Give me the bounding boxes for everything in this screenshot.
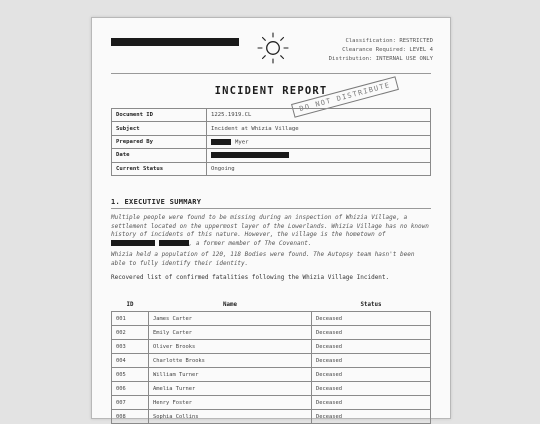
cell-name: James Carter — [149, 312, 312, 326]
table-row — [112, 410, 431, 424]
info-label: Prepared By — [112, 135, 207, 148]
info-row-document-id — [112, 109, 431, 122]
cell-name: Charlotte Brooks — [149, 354, 312, 368]
info-row-date — [112, 149, 431, 162]
do-not-distribute-stamp: DO NOT DISTRIBUTE — [291, 76, 399, 117]
report-page — [91, 17, 451, 419]
cell-status: Deceased — [312, 312, 431, 326]
column-header-status: Status — [360, 302, 382, 308]
document-info-table — [111, 108, 431, 176]
cell-id: 007 — [112, 396, 149, 410]
redacted-date — [211, 152, 289, 158]
cell-status: Deceased — [312, 396, 431, 410]
summary-text-b: , a former member of The Covenant. — [188, 239, 312, 247]
cell-status: Deceased — [312, 382, 431, 396]
info-value-date — [207, 149, 431, 162]
cell-status: Deceased — [312, 340, 431, 354]
cell-id: 006 — [112, 382, 149, 396]
cell-name: Henry Foster — [149, 396, 312, 410]
cell-id: 003 — [112, 340, 149, 354]
cell-id: 004 — [112, 354, 149, 368]
table-row — [112, 354, 431, 368]
section-heading: 1. EXECUTIVE SUMMARY — [111, 198, 202, 206]
table-row — [112, 396, 431, 410]
cell-name: Sophia Collins — [149, 410, 312, 424]
fatality-list-intro: Recovered list of confirmed fatalities following the Whizia Village Incident. — [111, 274, 390, 281]
redacted-header-bar — [111, 38, 239, 46]
preparer-name: Myer — [235, 139, 249, 146]
cell-name: Oliver Brooks — [149, 340, 312, 354]
info-label: Current Status — [112, 162, 207, 175]
cell-status: Deceased — [312, 368, 431, 382]
summary-text-a: Multiple people were found to be missing during an inspection of Whizia Village, a settlement located on the uppermost layer of the Lowerlands. Whizia Village has no known history of incidents of this nature. However, the village is the hometown of — [111, 214, 429, 239]
info-value: Ongoing — [207, 162, 431, 175]
cell-name: Amelia Turner — [149, 382, 312, 396]
redacted-name — [211, 139, 231, 145]
distribution-text: Distribution: INTERNAL USE ONLY — [328, 56, 433, 62]
fatalities-table — [111, 299, 431, 424]
table-row — [112, 382, 431, 396]
section-divider — [111, 208, 431, 209]
info-row-prepared-by — [112, 135, 431, 148]
info-label: Document ID — [112, 109, 207, 122]
population-paragraph: Whizia held a population of 120, 118 Bodies were found. The Autopsy team hasn't been able to fully identify their identity. — [111, 251, 415, 267]
info-value-prepared-by — [207, 135, 431, 148]
info-row-status — [112, 162, 431, 175]
info-value: 1225.1919.CL — [207, 109, 431, 122]
cell-id: 005 — [112, 368, 149, 382]
sun-icon — [257, 32, 289, 64]
summary-paragraph — [111, 214, 431, 248]
table-row — [112, 368, 431, 382]
column-header-id: ID — [126, 302, 134, 308]
cell-id: 002 — [112, 326, 149, 340]
info-label: Subject — [112, 122, 207, 135]
info-value: Incident at Whizia Village — [207, 122, 431, 135]
info-row-subject — [112, 122, 431, 135]
report-title: INCIDENT REPORT — [214, 85, 328, 97]
header-divider — [111, 73, 431, 74]
table-row — [112, 340, 431, 354]
table-row — [112, 326, 431, 340]
cell-status: Deceased — [312, 354, 431, 368]
table-row — [112, 312, 431, 326]
fatalities-header-row — [112, 299, 431, 312]
cell-status: Deceased — [312, 326, 431, 340]
redacted-firstname — [111, 240, 155, 246]
cell-name: Emily Carter — [149, 326, 312, 340]
classification-text: Classification: RESTRICTED — [345, 38, 433, 44]
column-header-name: Name — [223, 302, 237, 308]
cell-id: 001 — [112, 312, 149, 326]
document-metadata — [329, 37, 433, 64]
cell-name: William Turner — [149, 368, 312, 382]
info-label: Date — [112, 149, 207, 162]
clearance-text: Clearance Required: LEVEL 4 — [342, 47, 433, 53]
cell-id: 008 — [112, 410, 149, 424]
redacted-lastname — [159, 240, 189, 246]
cell-status: Deceased — [312, 410, 431, 424]
